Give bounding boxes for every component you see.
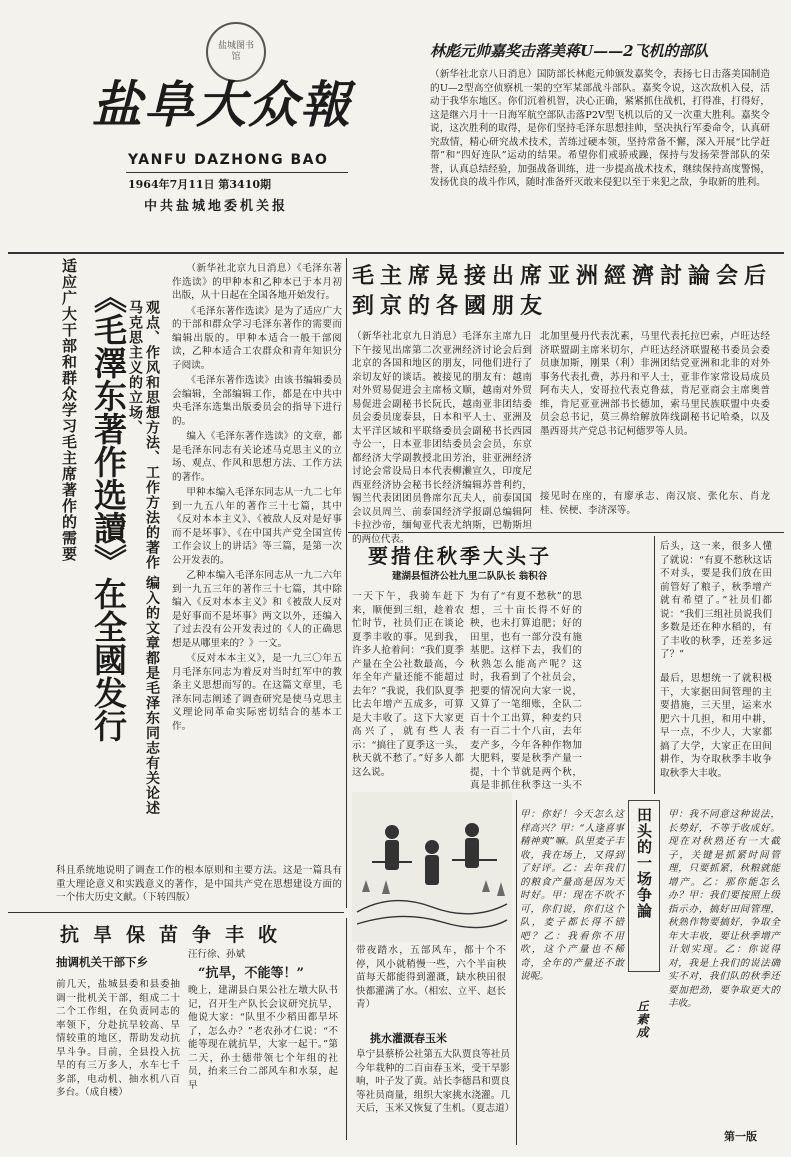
masthead-date-issue: 1964年7月11日 第3410期 bbox=[128, 178, 272, 191]
top-story-headline: 林彪元帅嘉奖击落美蒋U——2飞机的部队 bbox=[430, 42, 709, 60]
masthead-pinyin: YANFU DAZHONG BAO bbox=[128, 152, 329, 168]
drought-quote: “抗旱，不能等！” bbox=[198, 966, 304, 981]
banner-main-title: 《毛澤东著作选讀》在全國发行 bbox=[89, 280, 128, 742]
dialogue-title: 田头的一场争論 bbox=[635, 807, 653, 919]
autumn-byline: 建湖县恒济公社九里二队队长 翁积谷 bbox=[392, 571, 548, 582]
page-number: 第一版 bbox=[724, 1130, 757, 1143]
autumn-headline: 要措住秋季大头子 bbox=[368, 544, 552, 568]
masthead-title: 盐阜大众報 bbox=[92, 75, 352, 134]
autumn-col3: 后头，这一来，很多人懂了就说：“有夏不愁秋这话不对头，要是我们放在田前管好了粮子，秋季增产就有希望了。”社员们都说：“我们三组社员说我们多数是还在种水稻的，有了丰收的秋季，还差多远了？” bbox=[660, 541, 772, 660]
farmers-illustration bbox=[352, 792, 512, 942]
dialogue-title-box bbox=[628, 800, 660, 972]
friends-body-left: （新华社北京九日消息）毛泽东主席九日下午接见出席第二次亚洲经济讨论会后到北京的各国和地区的朋友，同他们进行了亲切友好的谈话。被接见的朋友有：越南对外贸易促进会主席杨文顺，越南对外贸易促进会副秘书长阮氏，越南亚非团结委员会委员庞泰县，日本和平人士、亚洲及太平洋区域和平联络委员会副秘书长西园寺公一，日本亚非团结委员会会员，东京都经济大学副教授北田芳治，驻亚洲经济讨论会常设局日本代表柳濑宣久，印度尼西亚经济协会秘书长经济编辑苏普利约，锡兰代表团团员鲁席尔瓦夫人，前泰国国会议员周兰、前泰国经济学报副总编辑阿卡拉沙帝，缅甸亚代表尤纳斯，巴勒斯坦的两位代表。 bbox=[352, 331, 532, 545]
selected-works-paragraph: 甲种本编入毛泽东同志从一九二七年到一九五八年的著作三十七篇，其中《反对本本主义》、《被敌人反对是好事而不是坏事》、《在中国共产党全国宣传工作会议上的讲话》等三篇，是第一次公开发表的。 bbox=[172, 487, 342, 566]
drought-col3: 带夜踏水，五部风车，都十个不停，风小就稍慢一些，六个半亩秧苗每天都能得到灌溉，缺水秧田很快都灌满了水。（相宏、立平、赵长青） bbox=[356, 945, 506, 1010]
top-story-body: （新华社北京八日消息）国防部长林彪元帅颁发嘉奖令，表扬七日击落美国制造的U—2型高空侦察机一架的空军某部战斗部队。嘉奖令说，这次敌机入侵，活动于我华东地区。你们沉着机智，决心正确，紧紧抓住战机，打得准，打得好，这是继六月十一日海军航空部队击落P2V型飞机以后的又一次重大胜利。嘉奖令说，这次胜利的取得，是你们坚持毛泽东思想挂帅，坚决执行军委命令，认真研究敌情，精心研究战术技术，苦练过硬本领，坚持常备不懈，深入开展“比学赶帮”和“四好连队”运动的结果。希望你们戒骄戒躁，保持与发扬荣誉部队的荣誉，认真总结经验，加强战备训练，进一步提高战术技术，继续保持高度警惕，发扬优良的战斗作风，随时准备歼灭敢来侵犯以至于来犯之敌，争取新的胜利。 bbox=[430, 69, 770, 188]
friends-headline-text: 毛主席晃接出席亚洲經濟討論会后到京的各國朋友 bbox=[352, 264, 773, 319]
selected-works-paragraph: 乙种本编入毛泽东同志从一九二六年到一九五三年的著作三十七篇，其中除编入《反对本本主义》和《被敌人反对是好事而不是坏事》两文以外，还编入了过去没有公开发表过的《人的正确思想是从哪里来的？》一文。 bbox=[172, 570, 342, 649]
banner-sub-text: 观点、作风和思想方法、工作方法的著作 编入的文章都是毛泽东同志有关论述马克思主义的立场、 bbox=[127, 300, 160, 816]
drought-author2: 汪行徐、孙斌 bbox=[188, 949, 246, 960]
masthead-publisher: 中共盐城地委机关报 bbox=[144, 199, 289, 214]
autumn-col2: 为有了“有夏不愁秋”的思想，三十亩长得不好的秧，也未打算追肥；好的田里，也有一部分没有施基肥。这样下去，我们的秋熟怎么能高产呢？这时，我看到了个社员会，把要的情况向大家一说，又算了一笔细账，全队二百十个工出算，种麦约只有一百二十个八亩，去年麦产多，今年各种作物加大肥料，要是秋季产量一提，十个节就是两个秋，真是非抓住秋季这一头不 bbox=[470, 591, 582, 791]
drought-col2: 晚上，建湖县白果公社左墩大队书记，召开生产队长会议研究抗旱，他说大家：“队里不少稻田都旱坏了，怎么办？”老农孙才仁说：“不能等现在就抗旱，大家一起干。”第二天，孙士德带领七个年组的社员，抬来三台二部风车和水泵，起早 bbox=[188, 985, 338, 1091]
autumn-col1: 一天下午，我骑车赶下来，顺便到三组，趁着农忙时节，社员们正在谈论夏季丰收的事。见到我，许多人抢着问：“我们夏季产量在全公社数最高，今年全年产量还能不能超过去年？”我说，我们队夏季比去年增产五成多，可算是大丰收了。这下大家更高兴了，就有些人表示：“搞往了夏季这一头，秋天就不愁了。”好多人都这么说。 bbox=[352, 591, 464, 778]
drought-headline: 抗旱保苗争丰收 bbox=[60, 924, 292, 946]
drought-col1: 前几天，盐城县委和县委抽调一批机关干部，组成二十二个工作组，在负责同志的率领下，分赴抗旱较高、旱情较重的地区，帮助发动抗旱斗争。目前，全县投入抗旱的有三万多人，水车七千多部，电动机、抽水机八百多台。（成自楼） bbox=[56, 979, 180, 1098]
selected-works-paragraph: 《反对本本主义》，是一九三〇年五月毛泽东同志为着反对当时红军中的教条主义思想而写的。在这篇文章里，毛泽东同志阐述了调查研究是使马克思主义理论同革命实际密切结合的基本工作。 bbox=[172, 653, 342, 732]
selected-works-body bbox=[172, 262, 342, 862]
autumn-col3b: 最后，思想统一了就积极干，大家据田间管理的主要措施，三天里，运来水肥六十几担，和用中耕，早一点，不少人，大家都搞了大学，大家正在田间耕作，为夺取秋季丰收争取秋季大丰收。 bbox=[660, 673, 772, 779]
drought-col3b: 阜宁县蔡桥公社第五大队贾良等社员今年栽种的二百亩春玉米，受干旱影响，叶子发了黄。站长李德昌和贾良等社员商量，组织大家挑水浇灌。几天后，玉米又恢复了生机。（夏志道） bbox=[356, 1049, 515, 1114]
friends-body-end: 接见时在座的，有廖承志、南汉宸、张化东、肖龙桂、侯梗、李济深等。 bbox=[540, 491, 770, 516]
masthead bbox=[88, 20, 356, 230]
dialogue-author: 丘素成 bbox=[635, 1000, 649, 1039]
stamp-text: 盐城图书馆 bbox=[218, 41, 255, 62]
drought-sub1: 抽调机关干部下乡 bbox=[56, 955, 148, 969]
selected-works-paragraph: （新华社北京九日消息）《毛泽东著作选读》的甲种本和乙种本已于本月初出版，从十日起在全国各地开始发行。 bbox=[172, 263, 342, 301]
friends-headline bbox=[352, 262, 772, 326]
dialogue-col2: 甲：我不同意这种说法，长势好，不等于收成好。现在对秋熟还有一大截子，关键是抓紧时间管理，只要抓紧，秋粮就能增产。乙：那你能怎么办？甲：我们要按照上级指示办，搞好田间管理，秋熟作物要搞好，争取全年大丰收，要让秋季增产计划实现。乙：你说得对，我是上我们的说法确实不对，我们队的秋季还要加把劲，要争取更大的丰收。 bbox=[668, 809, 780, 1009]
dialogue-col1: 甲：你好！今天怎么这样高兴？甲：“人逢喜事精神爽”嘛。队里麦子丰收，我在场上，又得到了好评。乙：去年我们的粮食产量高是因为天时好。甲：现在不吹不可，你们说，你们这个队，麦子都长得不错吧？乙：我看你不用吹，这个产量也不稀奇，全年的产量还不敢说呢。 bbox=[520, 809, 624, 982]
top-story bbox=[430, 40, 770, 245]
selected-works-bottom: 科且系统地说明了调查工作的根本原则和主要方法。这是一篇具有重大理论意义和实践意义的著作，是中国共产党在思想建设方面的一个伟大历史文献。（下转四版） bbox=[56, 865, 342, 903]
drought-sub3: 挑水灌溉春玉米 bbox=[370, 1032, 447, 1045]
dialogue-box bbox=[520, 800, 780, 1145]
selected-works-paragraph: 《毛泽东著作选读》是为了适应广大的干部和群众学习毛泽东著作的需要而编辑出版的。甲种本适合一般干部阅读，乙种本适合工农群众和青年知识分子阅读。 bbox=[172, 305, 342, 371]
selected-works-paragraph: 《毛泽东著作选读》由该书编辑委员会编辑，全部编辑工作，都是在中共中央毛泽东选集出版委员会的指导下进行的。 bbox=[172, 375, 342, 427]
banner-side-text: 适应广大干部和群众学习毛主席著作的需要 bbox=[60, 258, 78, 562]
selected-works-paragraph: 编入《毛泽东著作选读》的文章，都是毛泽东同志有关论述马克思主义的立场、观点、作风和思想方法、工作方法的著作。 bbox=[172, 431, 342, 483]
friends-body-right: 北加里曼丹代表沈素，马里代表托拉巴索，卢旺达经济联盟副主席米切尔，卢旺达经济联盟秘书委员会委员康加斯，刚果（利）非洲团结党亚洲和北非的对外事务代表扎费，苏丹和平人士，亚非作家常设局成员阿布夫人，安哥拉代表克鲁兹，肯尼亚商会主席奥普维，肯尼亚亚洲部书长德加，索马里民族联盟中央委员会总书记，莫三鼻给解放阵线副秘书记哈桑，以及墨西哥共产党总书记柯德罗等人员。 bbox=[540, 331, 770, 437]
